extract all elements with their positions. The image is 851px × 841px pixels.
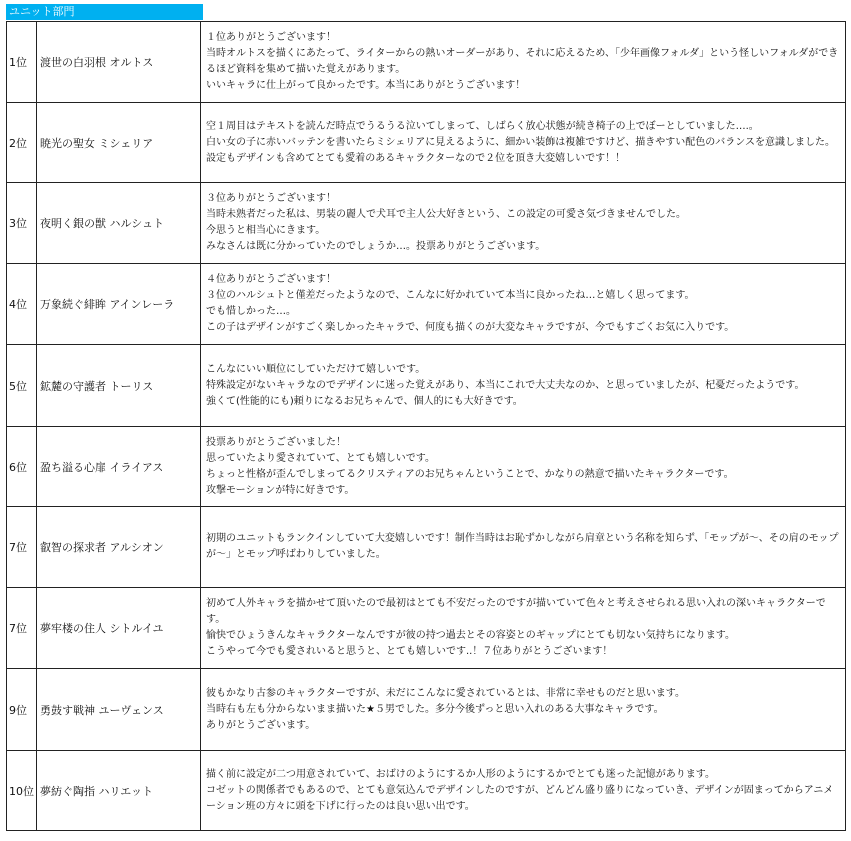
comment-line: ４位ありがとうございます！ [206,274,336,285]
comment-line: 描く前に設定が二つ用意されていて、おばけのようにするか人形のようにするかでとても迷った記憶があります。 [206,768,715,780]
unit-name-cell: 万象続ぐ緋眸 アインレーラ [37,264,201,345]
table-row [7,183,846,264]
unit-name-cell: 夜明く銀の獣 ハルシュト [37,183,201,264]
rank-cell: 4位 [7,264,37,345]
table-row [7,345,846,427]
table-row [7,588,846,669]
comment-line: いいキャラに仕上がって良かったです。本当にありがとうございます！ [206,80,526,91]
comment-line: 思っていたより愛されていて、とても嬉しいです。 [206,452,435,464]
comment-line: 攻撃モーションが特に好きです。 [206,484,355,496]
comment-line: ３位ありがとうございます！ [206,193,336,204]
comment-line: 白い女の子に赤いバッテンを書いたらミシェリアに見えるように、細かい装飾は複雑ですけど、描きやすい配色のバランスを意識しました。 [206,136,835,148]
unit-name-cell: 勇鼓す戦神 ユーヴェンス [37,669,201,751]
comment-line: 設定もデザインも含めてとても愛着のあるキャラクターなので２位を頂き大変嬉しいです！！ [206,152,626,164]
rank-cell: 5位 [7,345,37,427]
comment-line: でも惜しかった…。 [206,306,296,317]
rank-cell: 7位 [7,507,37,588]
unit-name-cell: 夢牢楼の住人 シトルイユ [37,588,201,669]
rank-cell: 2位 [7,103,37,183]
unit-name-cell: 暁光の聖女 ミシェリア [37,103,201,183]
table-row [7,669,846,751]
comment-line: 初めて人外キャラを描かせて頂いたので最初はとても不安だったのですが描いていて色々と考えさせられる思い入れの深いキャラクターです。 [206,598,826,625]
comment-line: 初期のユニットもランクインしていて大変嬉しいです！制作当時はお恥ずかしながら肩章という名称を知らず、「モップが〜、その肩のモップが〜」とモップ呼ばわりしていました。 [206,533,839,560]
comment-line: 当時オルトスを描くにあたって、ライターからの熱いオーダーがあり、それに応えるため、「少年画像フォルダ」という怪しいフォルダができるほど資料を集めて描いた覚えがあります。 [206,48,839,75]
comment-cell [201,345,846,427]
comment-cell [201,264,846,345]
table-row [7,507,846,588]
comment-line: ありがとうございます。 [206,719,316,731]
section-header: ユニット部門 [6,4,203,20]
table-row [7,103,846,183]
comment-line: １位ありがとうございます！ [206,32,336,43]
comment-line: 当時未熟者だった私は、男装の麗人で犬耳で主人公大好きという、この設定の可愛さ気づきませんでした。 [206,209,686,220]
comment-line: 愉快でひょうきんなキャラクターなんですが彼の持つ過去とその容姿とのギャップにとても切ない気持ちになります。 [206,630,735,641]
table-row [7,751,846,831]
comment-line: みなさんは既に分かっていたのでしょうか…。投票ありがとうございます。 [206,241,546,252]
table-row [7,264,846,345]
comment-line: ３位のハルシュトと僅差だったようなので、こんなに好かれていて本当に良かったね…と嬉しく思ってます。 [206,290,695,301]
table-row [7,427,846,507]
unit-name-cell: 渡世の白羽根 オルトス [37,22,201,103]
table-row [7,22,846,103]
comment-line: 強くて(性能的にも)頼りになるお兄ちゃんで、個人的にも大好きです。 [206,395,523,407]
unit-name-cell: 鉱麓の守護者 トーリス [37,345,201,427]
comment-line: 特殊設定がないキャラなのでデザインに迷った覚えがあり、本当にこれで大丈夫なのか、と思っていましたが、杞憂だったようです。 [206,379,805,391]
unit-name-cell: 夢紡ぐ陶指 ハリエット [37,751,201,831]
comment-cell [201,22,846,103]
comment-line: こんなにいい順位にしていただけて嬉しいです。 [206,363,426,375]
comment-line: 空１周目はテキストを読んだ時点でうるうる泣いてしまって、しばらく放心状態が続き椅子の上でぼーとしていました….。 [206,120,759,132]
rank-cell: 10位 [7,751,37,831]
comment-cell [201,751,846,831]
comment-cell [201,507,846,588]
comment-line: 当時右も左も分からないまま描いた★５男でした。多分今後ずっと思い入れのある大事なキャラです。 [206,703,664,715]
comment-line: こうやって今でも愛されいると思うと、とても嬉しいです..！７位ありがとうございます！ [206,646,613,657]
rank-cell: 9位 [7,669,37,751]
comment-line: この子はデザインがすごく楽しかったキャラで、何度も描くのが大変なキャラですが、今でもすごくお気に入りです。 [206,322,735,333]
rank-cell: 1位 [7,22,37,103]
unit-name-cell: 叡智の探求者 アルシオン [37,507,201,588]
ranking-table [6,21,846,831]
unit-name-cell: 盈ち溢る心扉 イライアス [37,427,201,507]
comment-line: 投票ありがとうございました！ [206,436,346,448]
comment-cell [201,103,846,183]
rank-cell: 3位 [7,183,37,264]
rank-cell: 7位 [7,588,37,669]
comment-line: コゼットの関係者でもあるので、とても意気込んでデザインしたのですが、どんどん盛り盛りになっていき、デザインが固まってからアニメーション班の方々に頭を下げに行ったのは良い思い出です。 [206,784,834,812]
comment-cell [201,669,846,751]
comment-cell [201,427,846,507]
comment-cell [201,183,846,264]
comment-line: 今思うと相当心にきます。 [206,225,326,236]
comment-line: ちょっと性格が歪んでしまってるクリスティアのお兄ちゃんということで、かなりの熱意で描いたキャラクターです。 [206,468,734,480]
comment-line: 彼もかなり古参のキャラクターですが、未だにこんなに愛されているとは、非常に幸せものだと思います。 [206,687,685,699]
rank-cell: 6位 [7,427,37,507]
comment-cell [201,588,846,669]
